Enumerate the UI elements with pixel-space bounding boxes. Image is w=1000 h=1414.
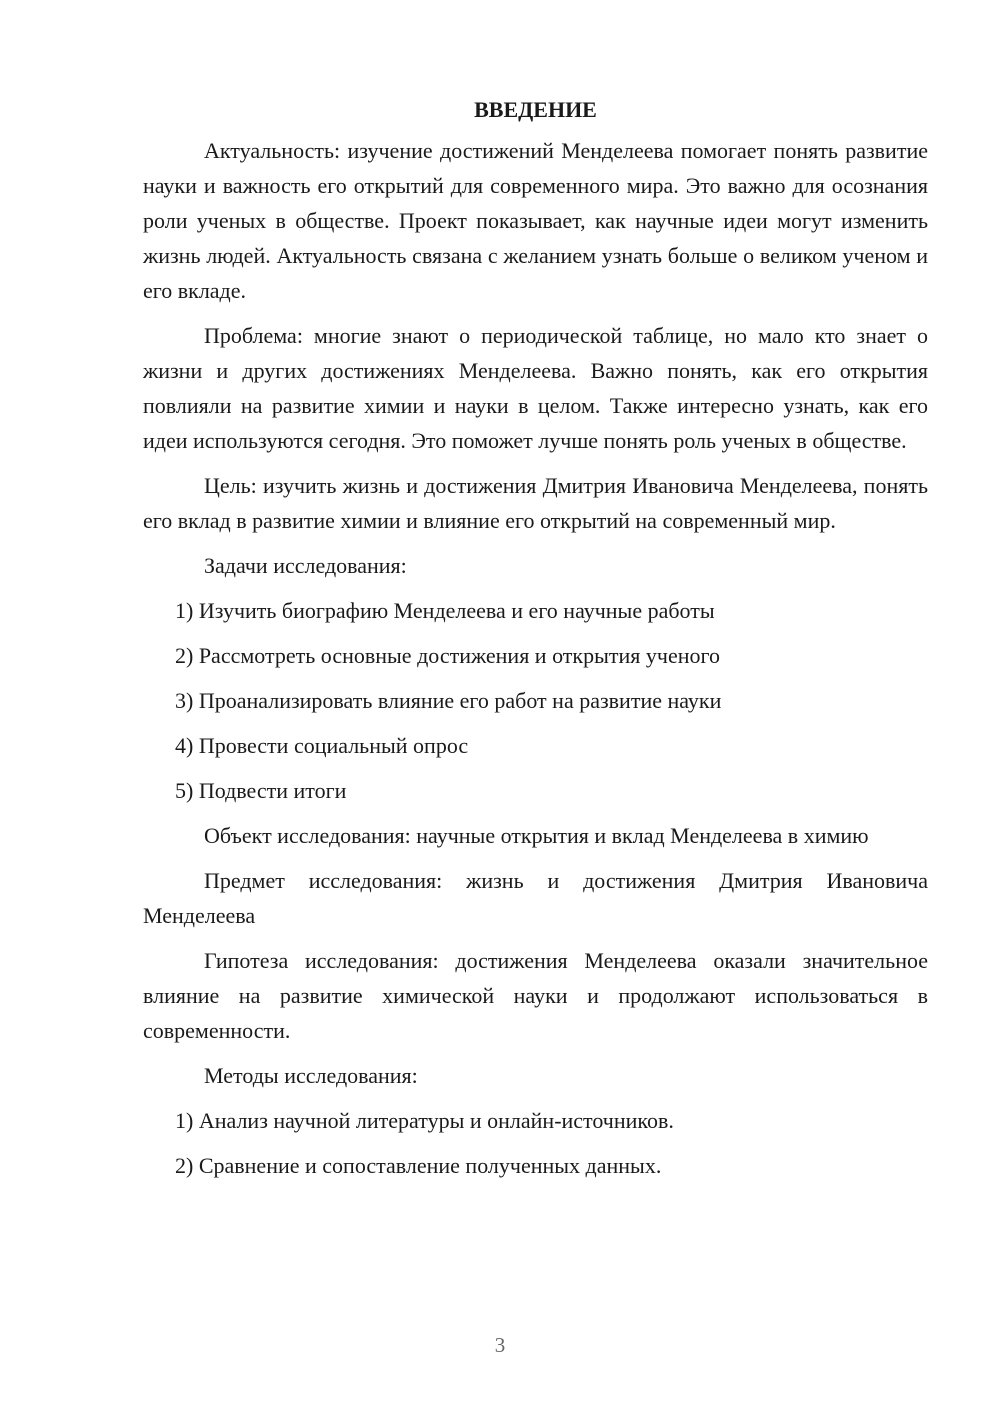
tasks-label: Задачи исследования:: [204, 553, 407, 578]
methods-list: [143, 1103, 928, 1183]
task-item: 2) Рассмотреть основные достижения и открытия ученого: [175, 643, 720, 668]
problem-paragraph: Проблема: многие знают о периодической таблице, но мало кто знает о жизни и других достижениях Менделеева. Важно понять, как его открытия повлияли на развитие химии и науки в целом. Также интересно узнать, как его идеи используются сегодня. Это поможет лучше понять роль ученых в обществе.: [143, 323, 928, 453]
goal-paragraph: Цель: изучить жизнь и достижения Дмитрия Ивановича Менделеева, понять его вклад в развитие химии и влияние его открытий на современный мир.: [143, 473, 928, 533]
task-item: 1) Изучить биографию Менделеева и его научные работы: [175, 598, 715, 623]
task-item: 3) Проанализировать влияние его работ на развитие науки: [175, 688, 722, 713]
method-item: 1) Анализ научной литературы и онлайн-источников.: [175, 1108, 674, 1133]
page-title: ВВЕДЕНИЕ: [474, 97, 597, 122]
methods-label: Методы исследования:: [204, 1063, 418, 1088]
document-page: [143, 92, 928, 1193]
object-paragraph: Объект исследования: научные открытия и вклад Менделеева в химию: [204, 823, 869, 848]
method-item: 2) Сравнение и сопоставление полученных данных.: [175, 1153, 662, 1178]
task-item: 4) Провести социальный опрос: [175, 733, 469, 758]
task-item: 5) Подвести итоги: [175, 778, 347, 803]
relevance-paragraph: Актуальность: изучение достижений Менделеева помогает понять развитие науки и важность его открытий для современного мира. Это важно для осознания роли ученых в обществе. Проект показывает, как научные идеи могут изменить жизнь людей. Актуальность связана с желанием узнать больше о великом ученом и его вкладе.: [143, 138, 928, 303]
page-number: 3: [494, 1333, 506, 1357]
subject-paragraph: Предмет исследования: жизнь и достижения Дмитрия Ивановича Менделеева: [143, 868, 928, 928]
hypothesis-paragraph: Гипотеза исследования: достижения Менделеева оказали значительное влияние на развитие химической науки и продолжают использоваться в современности.: [143, 948, 928, 1043]
tasks-list: [143, 593, 928, 808]
